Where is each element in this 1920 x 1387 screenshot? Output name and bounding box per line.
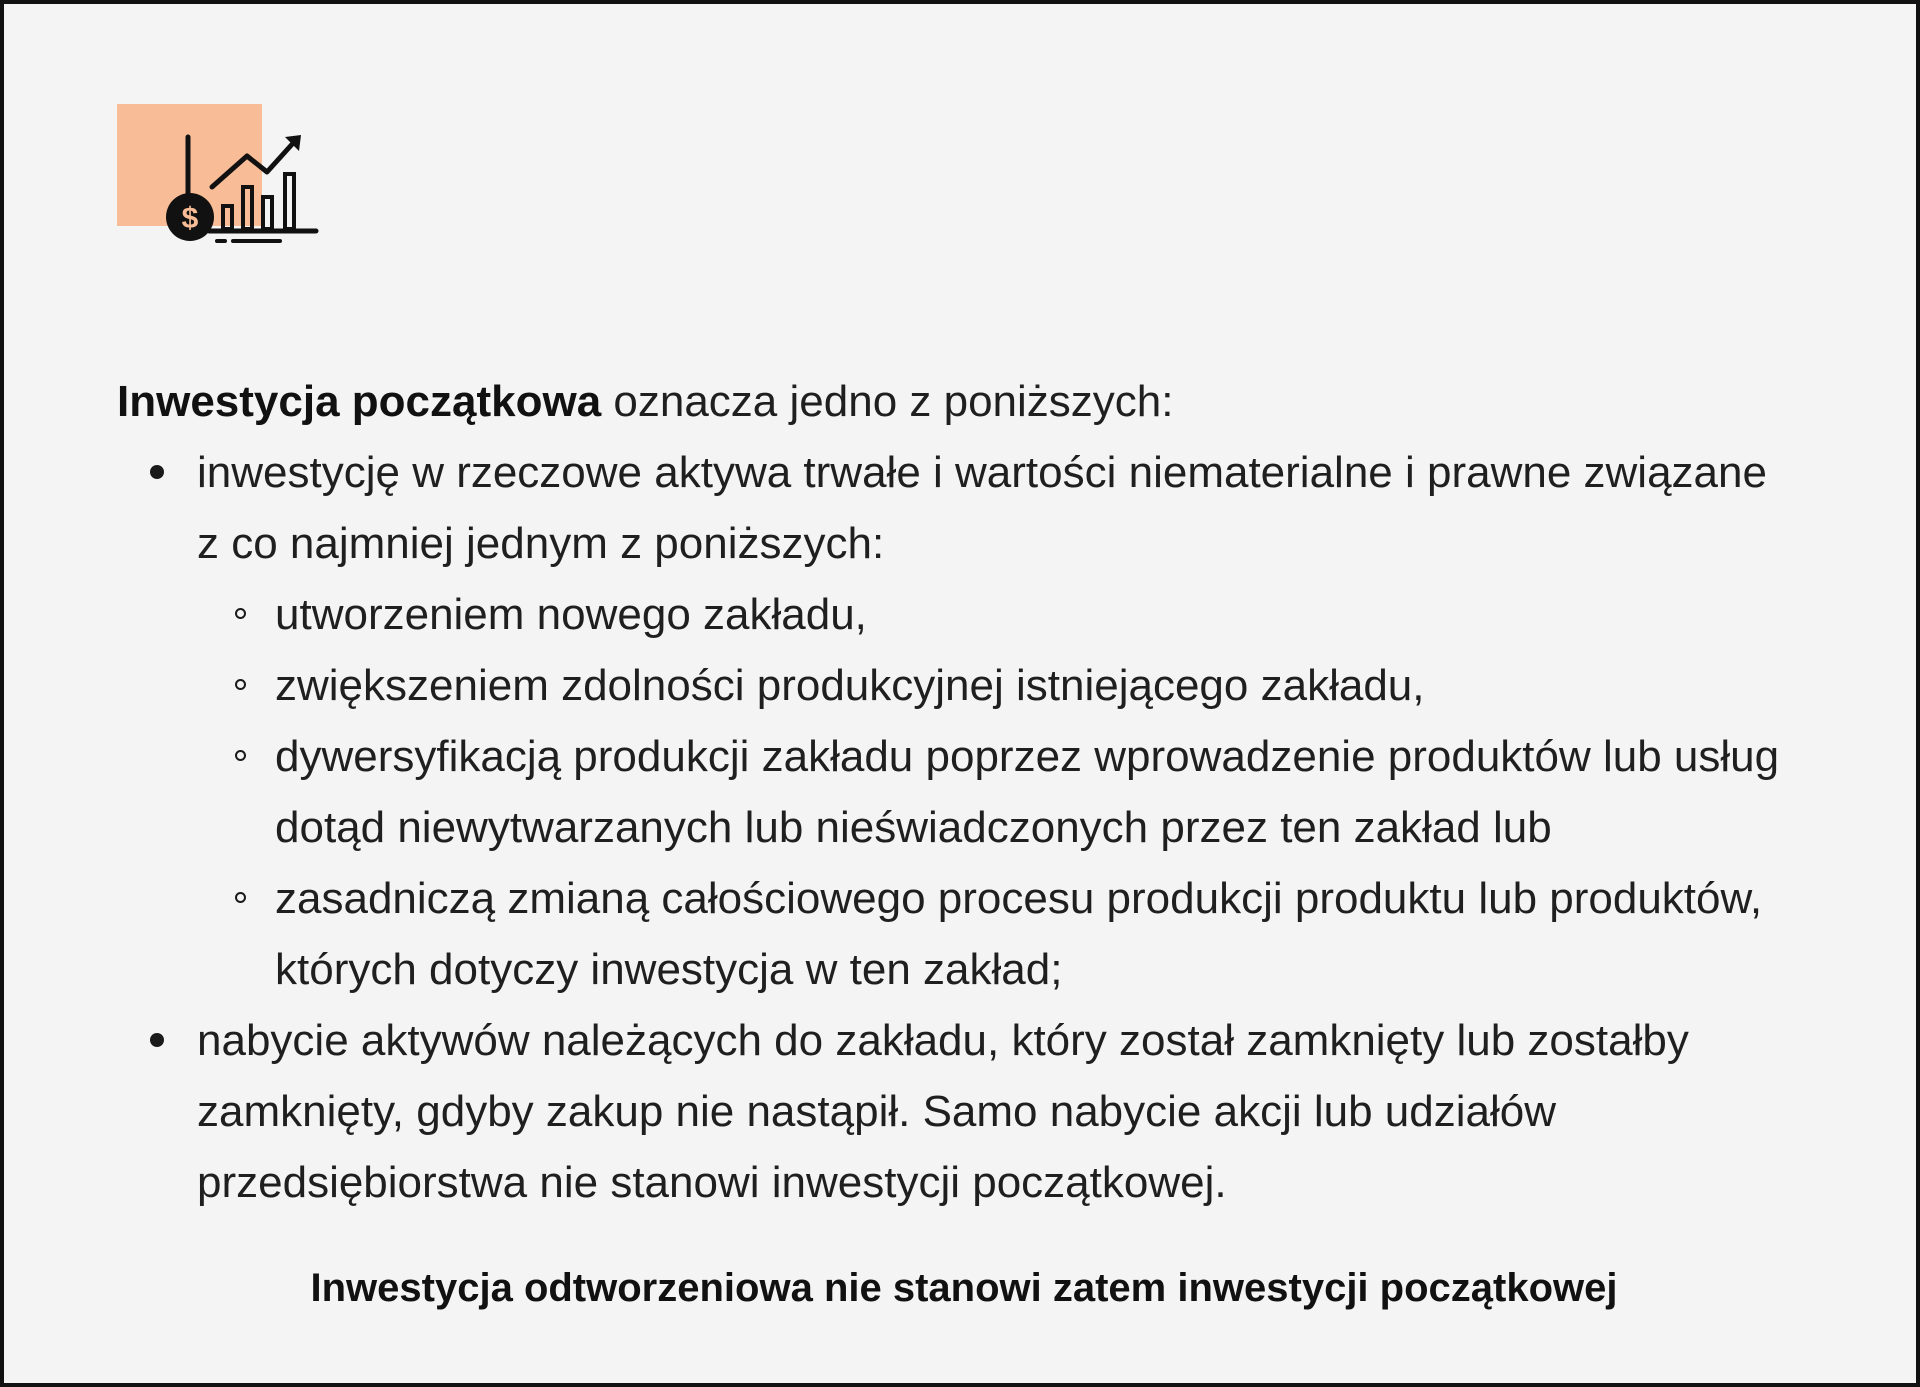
sub-list-item [275, 721, 1797, 863]
sub-list-item-text: utworzeniem nowego zakładu, [275, 590, 867, 639]
definition-lead [117, 366, 1797, 437]
list-item-text: inwestycję w rzeczowe aktywa trwałe i wartości niematerialne i prawne związane z co najmniej jednym z poniższych: [197, 448, 1767, 568]
definition-intro: oznacza jedno z poniższych: [601, 377, 1174, 426]
sub-list-item [275, 863, 1797, 1005]
circle-bullet-icon [235, 892, 246, 903]
list-item-text: nabycie aktywów należących do zakładu, który został zamknięty lub zostałby zamknięty, gdyby zakup nie nastąpił. Samo nabycie akcji lub udziałów przedsiębiorstwa nie stanowi inwestycji początkowej. [197, 1016, 1689, 1207]
bullet-icon [150, 465, 164, 479]
footer-conclusion: Inwestycja odtworzeniowa nie stanowi zatem inwestycji początkowej [310, 1266, 1618, 1310]
circle-bullet-icon [235, 750, 246, 761]
definition-list [117, 437, 1797, 1218]
circle-bullet-icon [235, 608, 246, 619]
definition-term: Inwestycja początkowa [117, 377, 602, 426]
investment-growth-chart-icon [117, 104, 327, 244]
sub-list-item-text: zasadniczą zmianą całościowego procesu produkcji produktu lub produktów, których dotyczy inwestycja w ten zakład; [275, 874, 1763, 994]
sub-list-item [275, 650, 1797, 721]
sub-list-item-text: dywersyfikacją produkcji zakładu poprzez wprowadzenie produktów lub usług dotąd niewytwarzanych lub nieświadczonych przez ten zakład lub [275, 732, 1780, 852]
list-item [197, 437, 1797, 1005]
bullet-icon [150, 1033, 164, 1047]
circle-bullet-icon [235, 679, 246, 690]
sub-list-item [275, 579, 1797, 650]
chart-growth-icon [117, 104, 327, 244]
dollar-icon: $ [181, 202, 199, 235]
list-item [197, 1005, 1797, 1218]
sub-list-item-text: zwiększeniem zdolności produkcyjnej istniejącego zakładu, [275, 661, 1425, 710]
definition-content [117, 366, 1797, 1218]
sub-list [197, 579, 1797, 1005]
